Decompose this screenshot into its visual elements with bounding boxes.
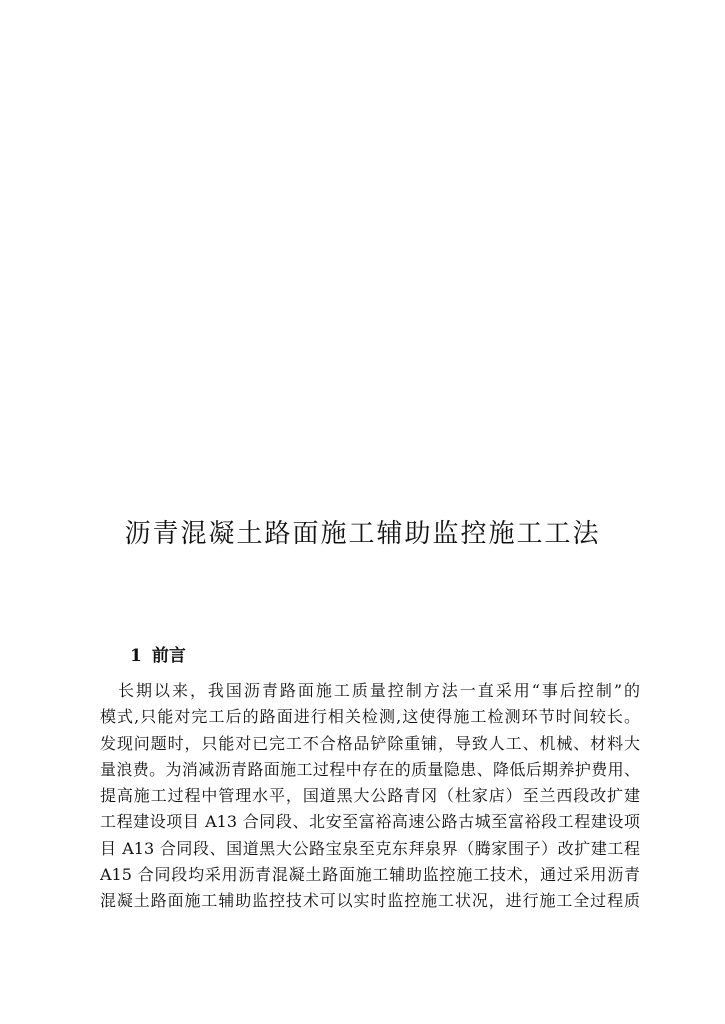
paragraph-line: A15 合同段均采用沥青混凝土路面施工辅助监控施工技术，通过采用沥青 xyxy=(100,865,640,885)
paragraph-line: 发现问题时，只能对已完工不合格品铲除重铺，导致人工、机械、材料大 xyxy=(100,733,640,753)
paragraph-line: 工程建设项目 A13 合同段、北安至富裕高速公路古城至富裕段工程建设项 xyxy=(100,812,640,832)
paragraph-line: 长期以来，我国沥青路面施工质量控制方法一直采用“事后控制”的 xyxy=(118,681,640,700)
body-paragraph xyxy=(100,678,640,915)
section-number: 1 xyxy=(130,646,142,666)
paragraph-line: 量浪费。为消减沥青路面施工过程中存在的质量隐患、降低后期养护费用、 xyxy=(100,759,640,779)
paragraph-line: 提高施工过程中管理水平，国道黑大公路青冈（杜家店）至兰西段改扩建 xyxy=(100,786,640,806)
paragraph-line: 目 A13 合同段、国道黑大公路宝泉至克东拜泉界（腾家围子）改扩建工程 xyxy=(100,838,640,858)
paragraph-line: 混凝土路面施工辅助监控技术可以实时监控施工状况，进行施工全过程质 xyxy=(100,891,640,911)
paragraph-line: 模式,只能对完工后的路面进行相关检测,这使得施工检测环节时间较长。 xyxy=(100,707,640,727)
section-title: 前言 xyxy=(151,646,186,666)
document-title: 沥青混凝土路面施工辅助监控施工工法 xyxy=(124,519,601,549)
section-heading xyxy=(130,644,186,668)
